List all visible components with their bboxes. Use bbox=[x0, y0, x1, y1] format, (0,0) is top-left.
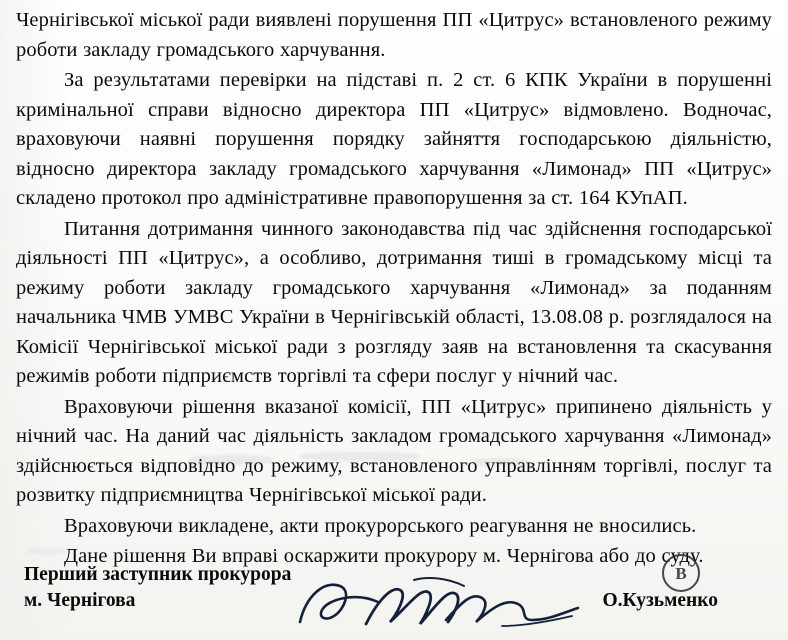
paragraph: Питання дотримання чинного законодавства під час здійснення господарської діяльності ПП «Цитрус», а особливо, дотримання тиші в громадському місці та режиму роботи закладу громадського харчування «Лимонад» за поданням начальника ЧМВ УМВС України в Чернігівській області, 13.08.08 р. розглядалося на Комісії Чернігівської міської ради з розгляду заяв на встановлення та скасування режимів роботи підприємств торгівлі та сфери послуг у нічний час. bbox=[16, 217, 772, 387]
round-stamp-icon bbox=[662, 554, 700, 592]
stamp-letter: В bbox=[675, 563, 687, 583]
signatory-title: Перший заступник прокурора м. Чернігова bbox=[24, 564, 292, 611]
paragraph: Чернігівської міської ради виявлені порушення ПП «Цитрус» встановленого режиму роботи закладу громадського харчування. bbox=[16, 9, 772, 61]
paragraph: Дане рішення Ви вправі оскаржити прокурору м. Чернігова або до суду. bbox=[64, 545, 704, 567]
paragraph: Враховуючи рішення вказаної комісії, ПП «Цитрус» припинено діяльність у нічний час. На даний час діяльність закладом громадського харчування «Лимонад» здійснюється відповідно до режиму, встановленого управлінням торгівлі, послуг та розвитку підприємництва Чернігівської міської ради. bbox=[16, 395, 772, 506]
document-text-body bbox=[16, 6, 772, 573]
paragraph: За результатами перевірки на підставі п. 2 ст. 6 КПК України в порушенні кримінальної справи відносно директора ПП «Цитрус» відмовлено. Водночас, враховуючи наявні порушення порядку зайняття господарською діяльністю, відносно директора закладу громадського харчування «Лимонад» ПП «Цитрус» складено протокол про адміністративне правопорушення за ст. 164 КУпАП. bbox=[16, 69, 772, 209]
paragraph: Враховуючи викладене, акти прокурорського реагування не вносились. bbox=[64, 514, 697, 537]
signatory-name: О.Кузьменко bbox=[602, 590, 718, 611]
signature-block bbox=[24, 562, 764, 634]
handwritten-signature-icon bbox=[296, 572, 586, 634]
